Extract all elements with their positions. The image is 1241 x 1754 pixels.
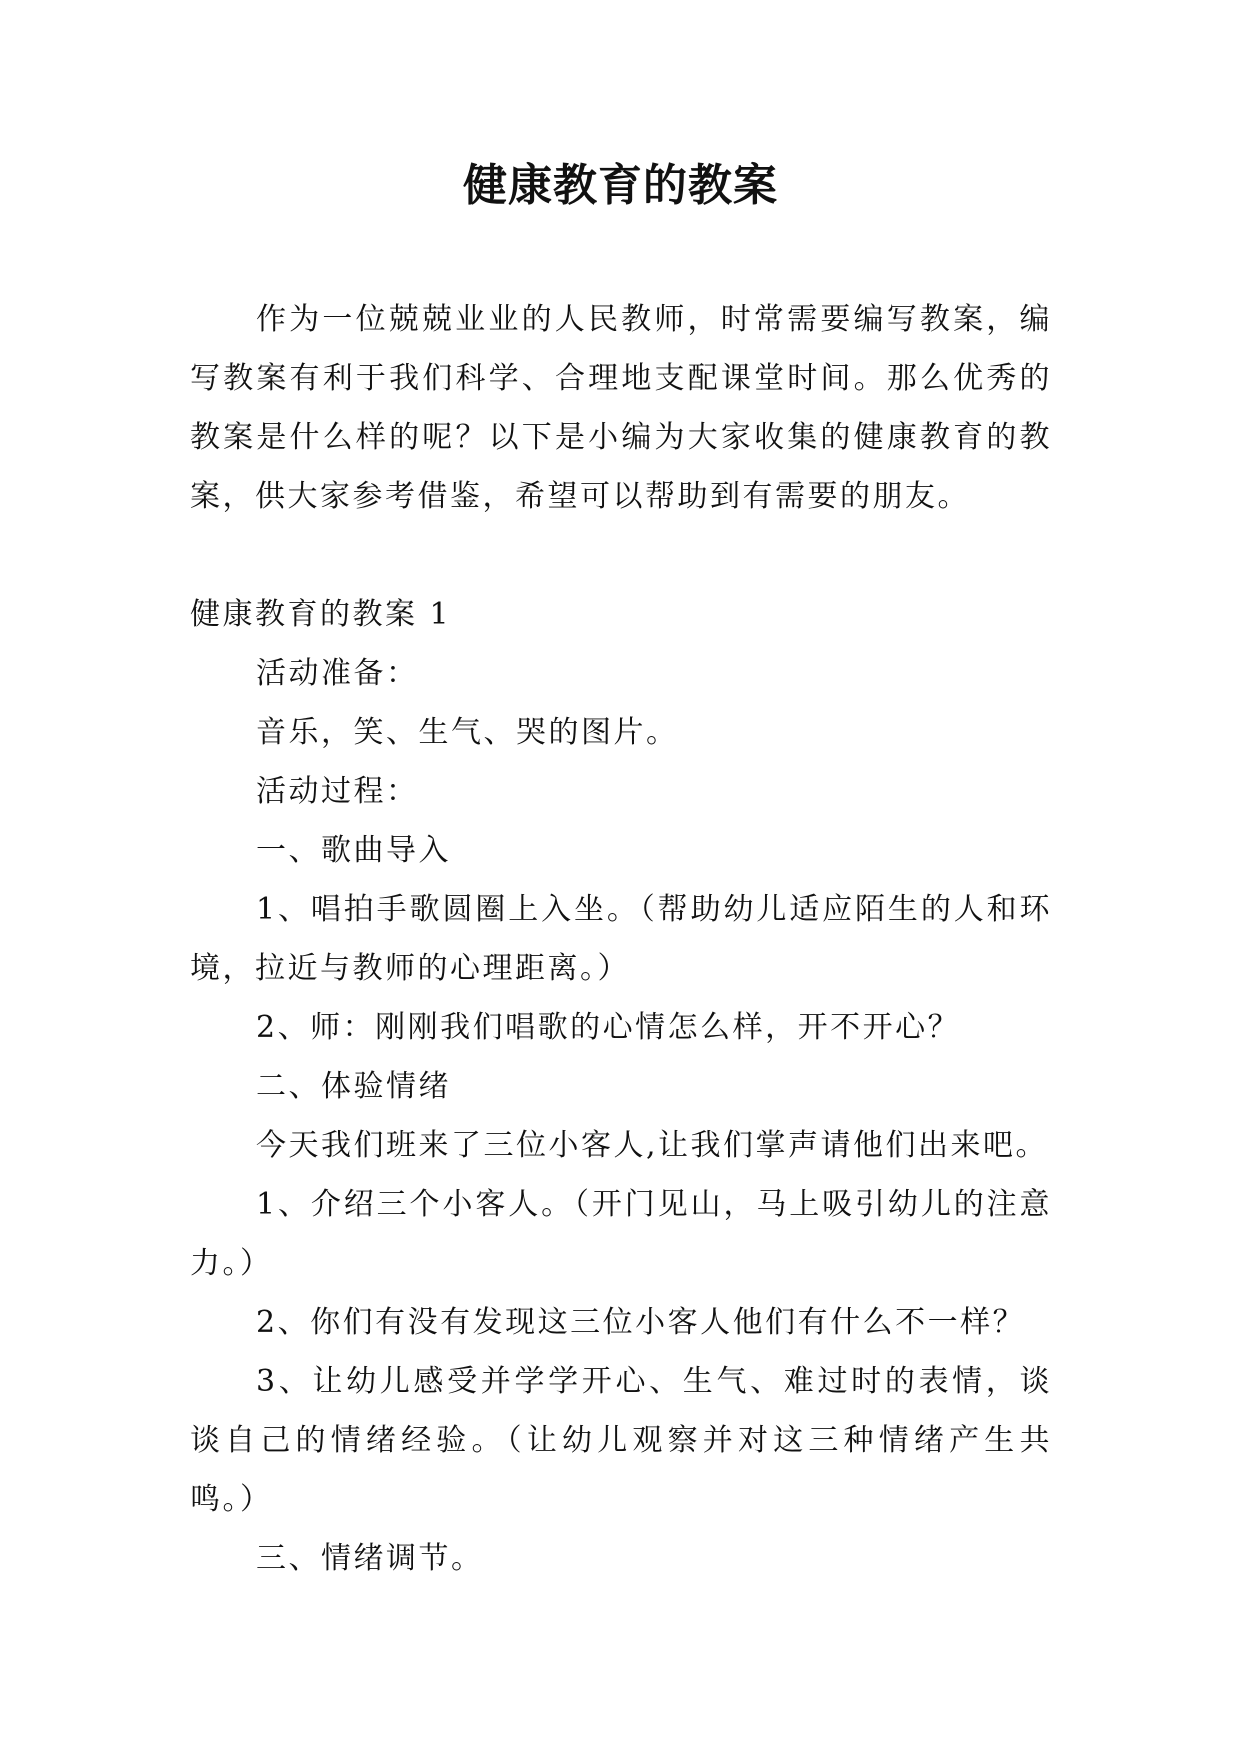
document-body bbox=[190, 290, 1052, 1588]
intro-paragraph: 作为一位兢兢业业的人民教师，时常需要编写教案，编写教案有利于我们科学、合理地支配课堂时间。那么优秀的教案是什么样的呢？以下是小编为大家收集的健康教育的教案，供大家参考借鉴，希望可以帮助到有需要的朋友。 bbox=[190, 302, 1052, 514]
body-paragraph: 三、情绪调节。 bbox=[256, 1541, 484, 1576]
body-paragraph: 音乐，笑、生气、哭的图片。 bbox=[256, 715, 679, 750]
body-paragraph: 活动准备： bbox=[256, 656, 419, 691]
body-paragraph: 2、师：刚刚我们唱歌的心情怎么样，开不开心？ bbox=[256, 1010, 961, 1045]
body-paragraph: 3、让幼儿感受并学学开心、生气、难过时的表情，谈谈自己的情绪经验。（让幼儿观察并对这三种情绪产生共鸣。） bbox=[190, 1364, 1052, 1517]
section-heading: 健康教育的教案 1 bbox=[190, 597, 452, 632]
body-paragraph: 一、歌曲导入 bbox=[256, 833, 451, 868]
body-paragraph: 今天我们班来了三位小客人,让我们掌声请他们出来吧。 bbox=[256, 1128, 1049, 1163]
document-title: 健康教育的教案 bbox=[463, 160, 778, 211]
body-paragraph: 二、体验情绪 bbox=[256, 1069, 451, 1104]
body-paragraph: 活动过程： bbox=[256, 774, 419, 809]
body-paragraph: 1、介绍三个小客人。（开门见山，马上吸引幼儿的注意力。） bbox=[190, 1187, 1052, 1281]
paragraph-spacer bbox=[190, 526, 1052, 585]
body-paragraph: 2、你们有没有发现这三位小客人他们有什么不一样？ bbox=[256, 1305, 1026, 1340]
body-paragraph: 1、唱拍手歌圆圈上入坐。（帮助幼儿适应陌生的人和环境，拉近与教师的心理距离。） bbox=[190, 892, 1052, 986]
